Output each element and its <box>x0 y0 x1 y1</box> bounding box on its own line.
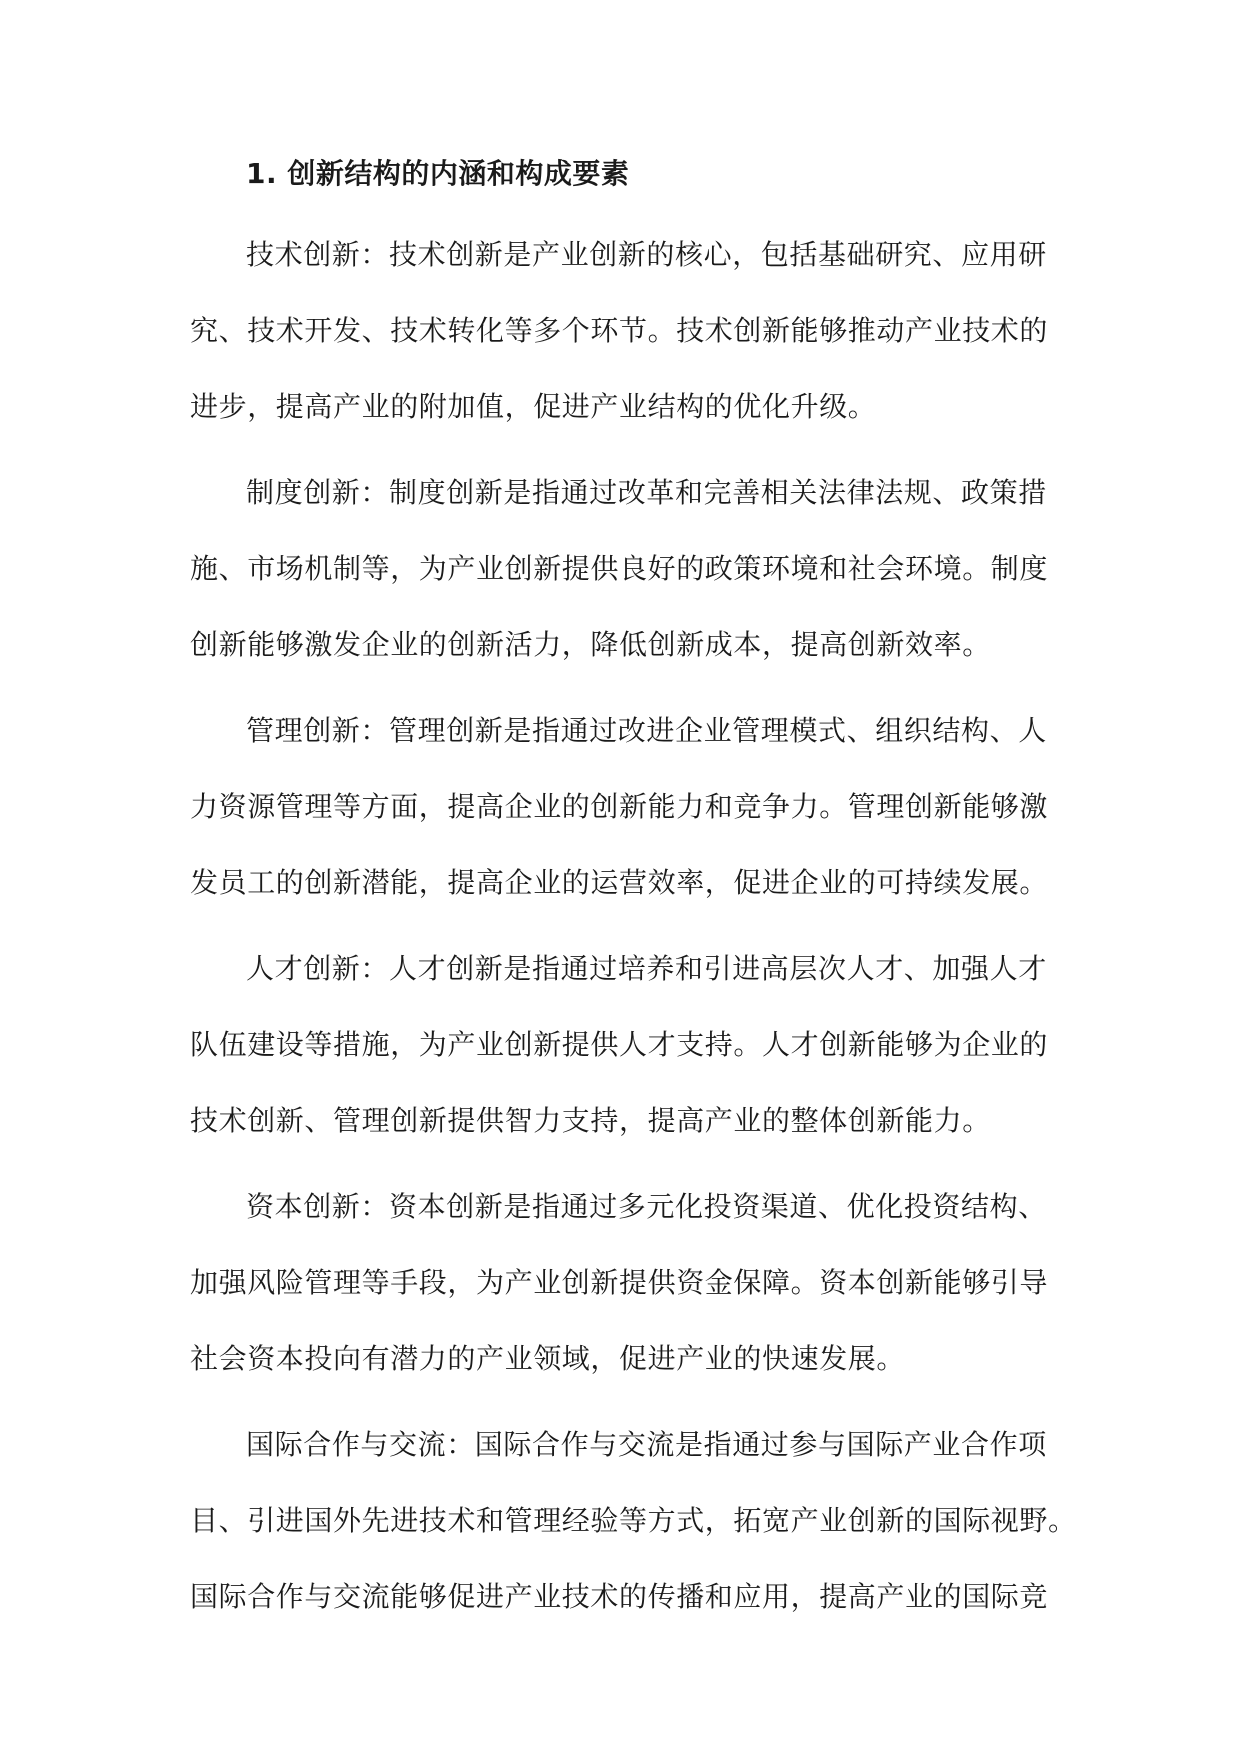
paragraph-line: 人才创新：人才创新是指通过培养和引进高层次人才、加强人才 <box>246 952 1047 985</box>
paragraph-talent-innovation <box>190 931 1058 1159</box>
paragraph-line: 施、市场机制等，为产业创新提供良好的政策环境和社会环境。制度 <box>190 552 1049 585</box>
paragraph-line: 目、引进国外先进技术和管理经验等方式，拓宽产业创新的国际视野。 <box>190 1504 1077 1537</box>
paragraph-international-cooperation <box>190 1407 1077 1635</box>
paragraph-line: 究、技术开发、技术转化等多个环节。技术创新能够推动产业技术的 <box>190 314 1049 347</box>
paragraph-institution-innovation <box>190 455 1058 683</box>
paragraph-line: 管理创新：管理创新是指通过改进企业管理模式、组织结构、人 <box>246 714 1047 747</box>
paragraph-technology-innovation <box>190 217 1058 445</box>
paragraph-line: 国际合作与交流：国际合作与交流是指通过参与国际产业合作项 <box>246 1428 1047 1461</box>
document-body <box>190 145 1077 1645</box>
paragraph-line: 进步，提高产业的附加值，促进产业结构的优化升级。 <box>190 390 877 423</box>
paragraph-capital-innovation <box>190 1169 1058 1397</box>
paragraph-line: 资本创新：资本创新是指通过多元化投资渠道、优化投资结构、 <box>246 1190 1047 1223</box>
paragraph-line: 制度创新：制度创新是指通过改革和完善相关法律法规、政策措 <box>246 476 1047 509</box>
paragraph-line: 力资源管理等方面，提高企业的创新能力和竞争力。管理创新能够激 <box>190 790 1049 823</box>
paragraph-line: 发员工的创新潜能，提高企业的运营效率，促进企业的可持续发展。 <box>190 866 1049 899</box>
paragraph-line: 技术创新、管理创新提供智力支持，提高产业的整体创新能力。 <box>190 1104 991 1137</box>
paragraph-line: 创新能够激发企业的创新活力，降低创新成本，提高创新效率。 <box>190 628 991 661</box>
paragraph-line: 国际合作与交流能够促进产业技术的传播和应用，提高产业的国际竞 <box>190 1580 1049 1613</box>
paragraph-line: 社会资本投向有潜力的产业领域，促进产业的快速发展。 <box>190 1342 906 1375</box>
paragraph-line: 技术创新：技术创新是产业创新的核心，包括基础研究、应用研 <box>246 238 1047 271</box>
paragraph-line: 队伍建设等措施，为产业创新提供人才支持。人才创新能够为企业的 <box>190 1028 1049 1061</box>
section-heading: 1. 创新结构的内涵和构成要素 <box>246 157 630 190</box>
paragraph-management-innovation <box>190 693 1058 921</box>
paragraph-line: 加强风险管理等手段，为产业创新提供资金保障。资本创新能够引导 <box>190 1266 1049 1299</box>
